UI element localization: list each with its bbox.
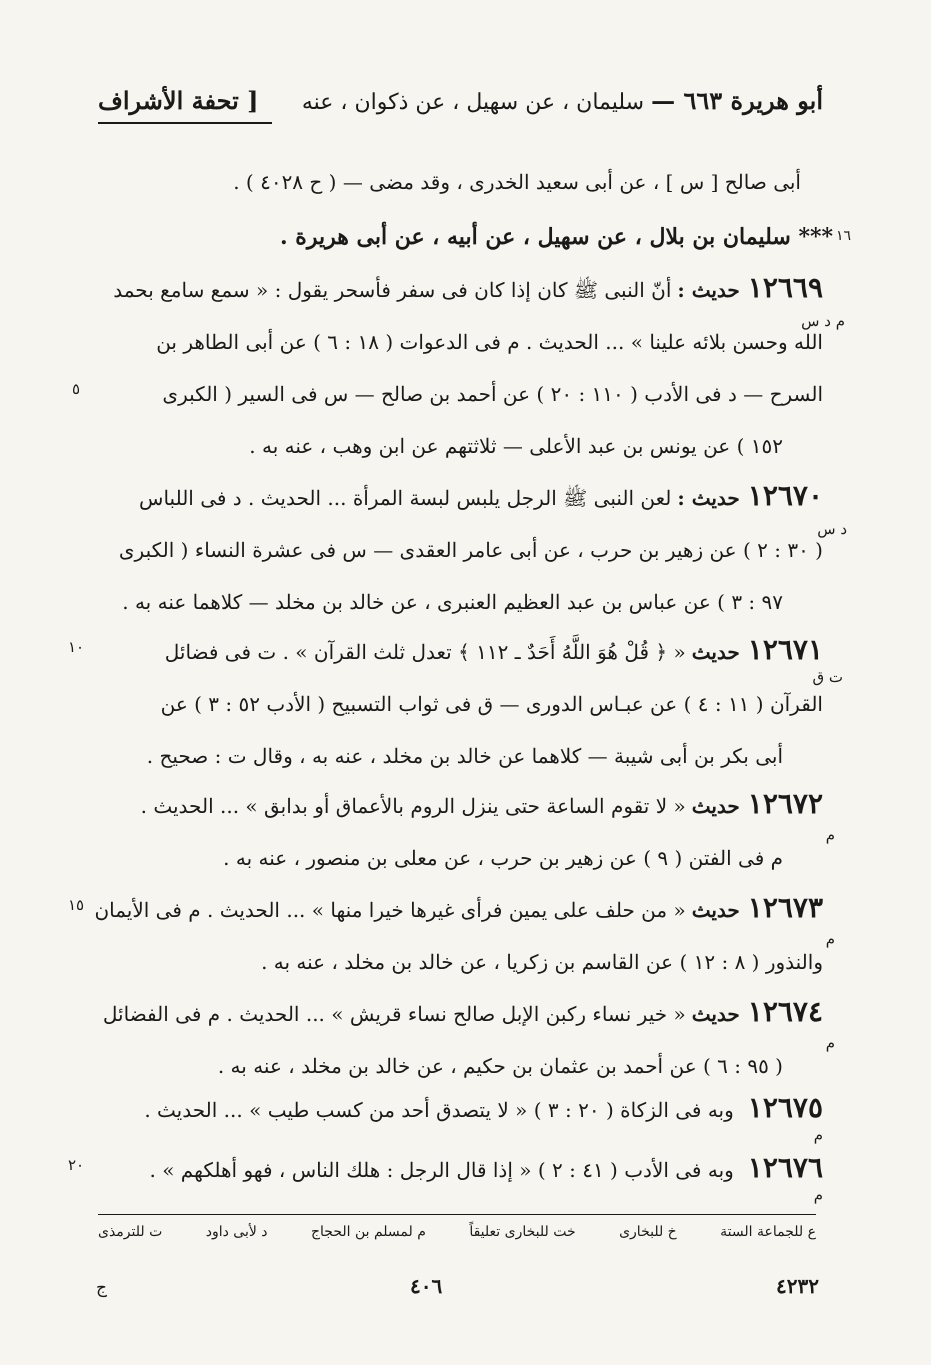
hadith-entry <box>103 1142 823 1196</box>
hadith-line: القرآن ( ١١ : ٤ ) عن عبـاس الدورى — ق فى ثواب التسبيح ( الأدب ٥٢ : ٣ ) عن <box>160 692 823 716</box>
hadith-label: حديث <box>691 1002 740 1026</box>
abbreviation-item: خت للبخارى تعليقاً <box>469 1224 576 1240</box>
hadith-line: « من حلف على يمين فرأى غيرها خيرا منها » ... الحديث . م فى الأيمان <box>94 898 686 922</box>
source-sigla: م <box>825 930 835 948</box>
hadith-line: ١٥٢ ) عن يونس بن عبد الأعلى — ثلاثتهم عن ابن وهب ، عنه به . <box>249 434 783 458</box>
hadith-entry <box>103 470 823 628</box>
running-header <box>303 86 823 126</box>
footnote-rule <box>98 1214 816 1215</box>
line-number: ٢٠ <box>68 1156 85 1174</box>
hadith-label: حديث <box>691 898 740 922</box>
hadith-number: ١٢٦٦٩ <box>747 271 823 304</box>
hadith-line: « خير نساء ركبن الإبل صالح نساء قريش » ... الحديث . م فى الفضائل <box>102 1002 686 1026</box>
margin-number: ١٦ <box>835 228 851 244</box>
abbreviation-item: ع للجماعة الستة <box>720 1224 816 1240</box>
line-number: ١٠ <box>68 638 85 656</box>
chain-heading: *** سليمان بن بلال ، عن سهيل ، عن أبيه ، عن أبى هريرة . <box>279 224 833 250</box>
abbreviation-item: خ للبخارى <box>619 1224 677 1240</box>
hadith-line: السرح — د فى الأدب ( ١١٠ : ٢٠ ) عن أحمد بن صالح — س فى السير ( الكبرى <box>162 382 823 406</box>
hadith-line: والنذور ( ٨ : ١٢ ) عن القاسم بن زكريا ، عن خالد بن مخلد ، عنه به . <box>261 950 823 974</box>
hadith-line: ( ٩٥ : ٦ ) عن أحمد بن عثمان بن حكيم ، عن خالد بن مخلد ، عنه به . <box>217 1054 783 1078</box>
hadith-label: حديث <box>691 794 740 818</box>
abbreviation-item: م لمسلم بن الحجاج <box>310 1224 426 1240</box>
narrator-heading: أبو هريرة ٦٦٣ — <box>651 86 823 115</box>
hadith-line: لعن النبى ﷺ الرجل يلبس لبسة المرأة ... الحديث . د فى اللباس <box>139 486 672 510</box>
hadith-label: حديث : <box>677 486 740 510</box>
hadith-line: ( ٣٠ : ٢ ) عن زهير بن حرب ، عن أبى عامر العقدى — س فى عشرة النساء ( الكبرى <box>118 538 823 562</box>
hadith-line: « لا تقوم الساعة حتى ينزل الروم بالأعماق أو بدابق » ... الحديث . <box>140 794 686 818</box>
hadith-entry <box>103 1082 823 1136</box>
source-sigla: م <box>825 826 835 844</box>
hadith-number: ١٢٦٧٦ <box>747 1151 823 1184</box>
source-sigla: م <box>813 1126 823 1144</box>
source-sigla: م <box>825 1034 835 1052</box>
source-sigla: م <box>813 1186 823 1204</box>
intro-line: أبى صالح [ س ] ، عن أبى سعيد الخدرى ، وقد مضى — ( ح ٤٠٢٨ ) . <box>233 170 801 194</box>
hadith-entry <box>103 778 823 884</box>
hadith-line: وبه فى الأدب ( ٤١ : ٢ ) « إذا قال الرجل : هلك الناس ، فهو أهلكهم » . <box>149 1158 734 1182</box>
abbreviation-key <box>98 1224 816 1252</box>
hadith-label: حديث <box>691 640 740 664</box>
line-number: ٥ <box>72 380 81 398</box>
isnad-heading: سليمان ، عن سهيل ، عن ذكوان ، عنه <box>301 90 645 115</box>
hadith-line: الله وحسن بلائه علينا » ... الحديث . م فى الدعوات ( ١٨ : ٦ ) عن أبى الطاهر بن <box>156 330 823 354</box>
title-underline <box>98 122 272 124</box>
book-title: [ تحفة الأشراف <box>98 86 259 115</box>
hadith-index-number: ٤٢٣٢ <box>776 1274 819 1298</box>
hadith-number: ١٢٦٧٢ <box>747 787 823 820</box>
page-number: ٤٠٦ <box>410 1274 443 1298</box>
hadith-entry <box>103 986 823 1092</box>
abbreviation-item: د لأبى داود <box>205 1224 268 1240</box>
hadith-line: أنّ النبى ﷺ كان إذا كان فى سفر فأسحر يقول : « سمع سامع بحمد <box>113 278 672 302</box>
line-number: ١٥ <box>68 896 85 914</box>
hadith-number: ١٢٦٧٤ <box>747 995 823 1028</box>
hadith-entry <box>103 624 823 782</box>
hadith-label: حديث : <box>677 278 740 302</box>
hadith-line: « ﴿ قُلْ هُوَ اللَّهُ أَحَدٌ ـ ١١٢ ﴾ تعدل ثلث القرآن » . ت فى فضائل <box>164 640 686 664</box>
hadith-number: ١٢٦٧١ <box>747 633 823 666</box>
hadith-line: م فى الفتن ( ٩ ) عن زهير بن حرب ، عن معلى بن منصور ، عنه به . <box>223 846 783 870</box>
source-sigla: م د س <box>801 312 845 330</box>
hadith-number: ١٢٦٧٠ <box>747 479 823 512</box>
hadith-entry <box>94 882 823 988</box>
hadith-line: أبى بكر بن أبى شيبة — كلاهما عن خالد بن مخلد ، عنه به ، وقال ت : صحيح . <box>146 744 783 768</box>
hadith-number: ١٢٦٧٣ <box>747 891 823 924</box>
volume-mark: ج <box>96 1278 107 1298</box>
hadith-line: ٩٧ : ٣ ) عن عباس بن عبد العظيم العنبرى ، عن خالد بن مخلد — كلاهما عنه به . <box>122 590 783 614</box>
abbreviation-item: ت للترمذى <box>98 1224 163 1240</box>
hadith-entry <box>103 262 823 472</box>
hadith-line: وبه فى الزكاة ( ٢٠ : ٣ ) « لا يتصدق أحد من كسب طيب » ... الحديث . <box>144 1098 734 1122</box>
hadith-number: ١٢٦٧٥ <box>747 1091 823 1124</box>
source-sigla: ت ق <box>812 668 843 686</box>
source-sigla: د س <box>817 520 847 538</box>
